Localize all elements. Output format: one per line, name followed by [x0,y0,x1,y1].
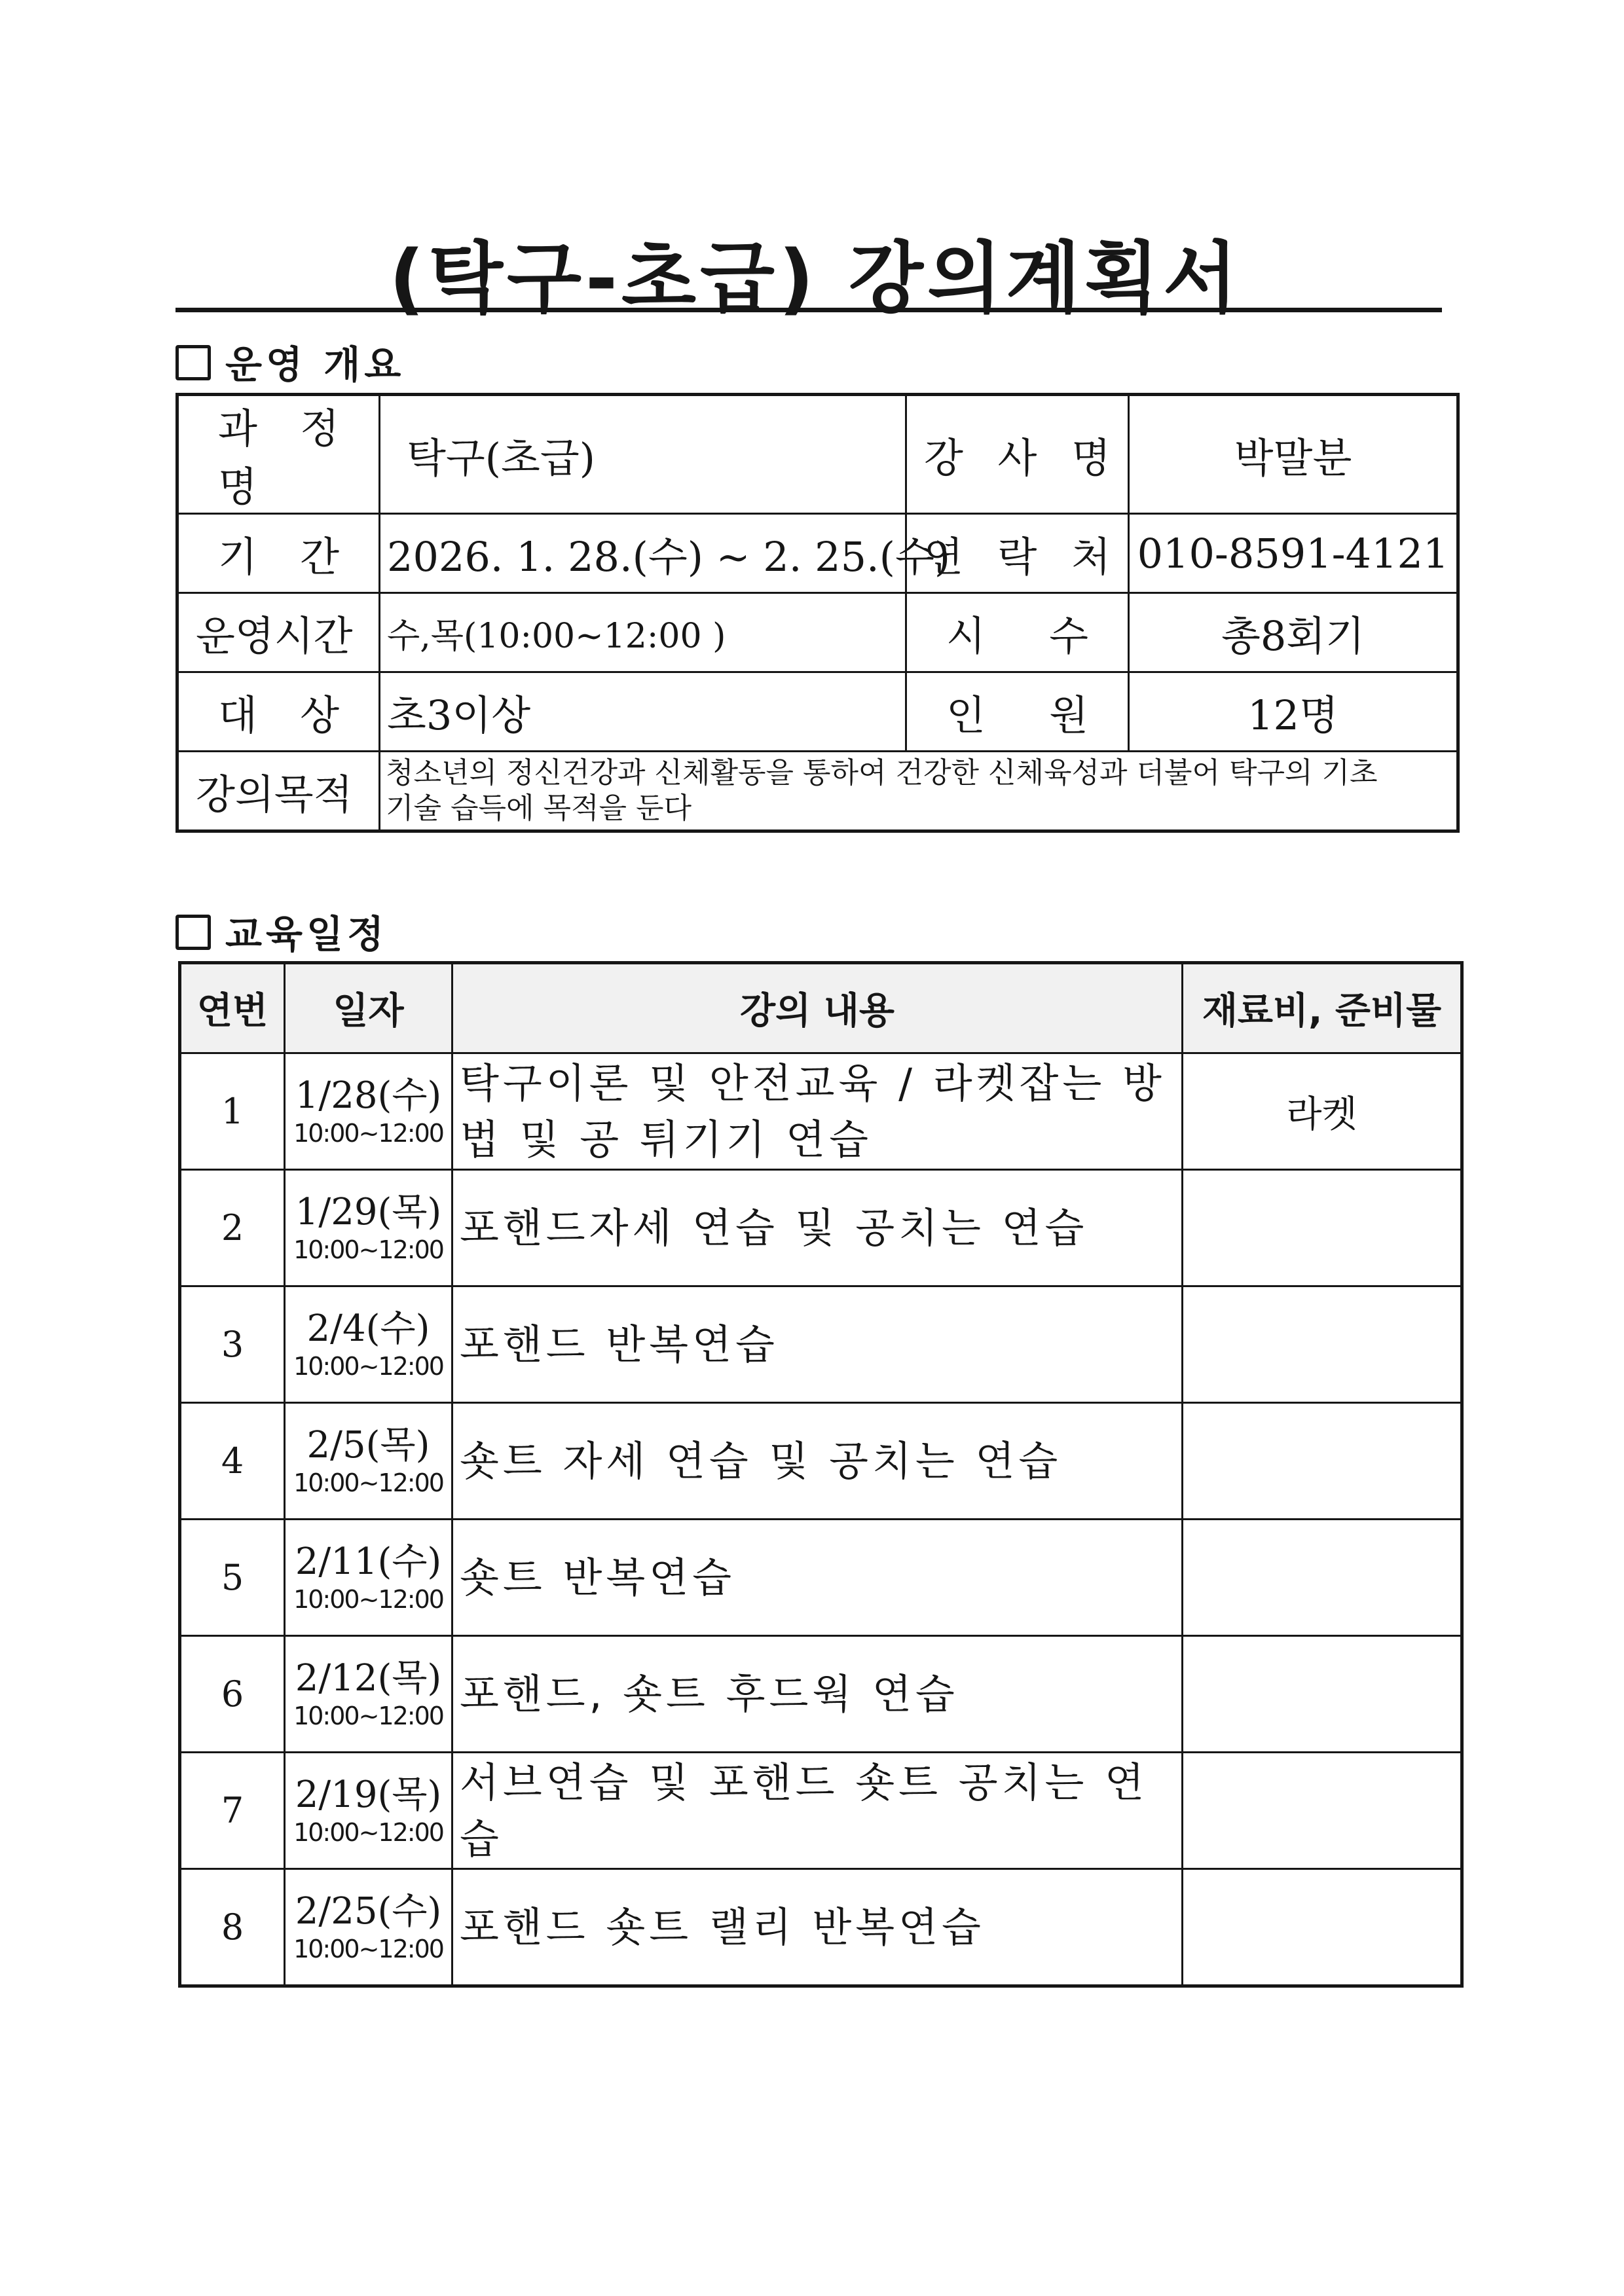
row-materials [1183,1403,1462,1520]
course-label: 과 정 명 [177,395,380,514]
row-materials [1183,1869,1462,1986]
hours-label: 운영시간 [177,593,380,672]
row-time: 10:00~12:00 [293,1701,443,1730]
header-no: 연번 [180,963,285,1053]
row-no: 5 [180,1520,285,1636]
row-date-cell [285,1520,452,1636]
table-row [180,1170,1462,1286]
row-content: 포핸드 숏트 랠리 반복연습 [452,1869,1183,1986]
target-value: 초3이상 [380,672,906,752]
table-row [180,1053,1462,1170]
table-row [177,395,1458,514]
headcount-value: 12명 [1129,672,1458,752]
row-content: 포핸드 반복연습 [452,1286,1183,1403]
row-date-cell [285,1170,452,1286]
overview-heading-text: 운영 개요 [225,342,405,387]
contact-label: 연 락 처 [906,514,1129,593]
row-content: 서브연습 및 포핸드 숏트 공치는 연습 [452,1753,1183,1869]
row-date: 2/19(목) [295,1773,442,1816]
row-date: 2/5(목) [306,1423,430,1467]
row-materials: 라켓 [1183,1053,1462,1170]
target-label: 대 상 [177,672,380,752]
row-time: 10:00~12:00 [293,1118,443,1148]
header-date: 일자 [285,963,452,1053]
row-content: 탁구이론 및 안전교육 / 라켓잡는 방법 및 공 튀기기 연습 [452,1053,1183,1170]
header-content: 강의 내용 [452,963,1183,1053]
row-content: 숏트 반복연습 [452,1520,1183,1636]
row-materials [1183,1170,1462,1286]
headcount-label: 인 원 [906,672,1129,752]
row-content: 포핸드, 숏트 후드웍 연습 [452,1636,1183,1753]
table-row [180,1403,1462,1520]
schedule-table [178,961,1464,1988]
goal-value [380,752,1458,831]
row-no: 4 [180,1403,285,1520]
checkbox-icon [175,345,211,380]
row-no: 6 [180,1636,285,1753]
row-time: 10:00~12:00 [293,1468,443,1497]
document-title: (탁구-초급) 강의계획서 [389,233,1242,323]
schedule-heading-text: 교육일정 [225,912,388,957]
course-value: 탁구(초급) [380,395,906,514]
row-time: 10:00~12:00 [293,1351,443,1381]
table-row [180,1636,1462,1753]
schedule-section-heading [175,903,388,958]
table-row [177,672,1458,752]
table-row [180,1286,1462,1403]
overview-section-heading [175,334,405,389]
table-row [180,1753,1462,1869]
title-underline [175,308,1442,312]
row-time: 10:00~12:00 [293,1934,443,1963]
row-materials [1183,1636,1462,1753]
period-label: 기 간 [177,514,380,593]
period-value: 2026. 1. 28.(수) ~ 2. 25.(수) [380,514,906,593]
hours-value: 수,목(10:00~12:00 ) [380,593,906,672]
row-materials [1183,1286,1462,1403]
row-date: 2/11(수) [295,1540,442,1583]
row-no: 3 [180,1286,285,1403]
row-materials [1183,1753,1462,1869]
table-row [180,1869,1462,1986]
table-row [180,1520,1462,1636]
sessions-label: 시 수 [906,593,1129,672]
table-row [177,514,1458,593]
row-no: 2 [180,1170,285,1286]
row-date: 1/29(목) [295,1190,442,1233]
row-date: 2/25(수) [295,1889,442,1933]
row-no: 7 [180,1753,285,1869]
row-date: 2/4(수) [306,1307,430,1350]
goal-line-2: 기술 습득에 목적을 둔다 [386,792,692,825]
row-content: 포핸드자세 연습 및 공치는 연습 [452,1170,1183,1286]
row-date: 2/12(목) [295,1656,442,1700]
contact-value: 010-8591-4121 [1129,514,1458,593]
row-date-cell [285,1636,452,1753]
row-content: 숏트 자세 연습 및 공치는 연습 [452,1403,1183,1520]
goal-label: 강의목적 [177,752,380,831]
row-no: 1 [180,1053,285,1170]
table-header-row [180,963,1462,1053]
row-date-cell [285,1753,452,1869]
row-date-cell [285,1053,452,1170]
instructor-label: 강 사 명 [906,395,1129,514]
row-date: 1/28(수) [295,1074,442,1117]
checkbox-icon [175,915,211,950]
row-date-cell [285,1869,452,1986]
row-date-cell [285,1286,452,1403]
row-date-cell [285,1403,452,1520]
goal-line-1: 청소년의 정신건강과 신체활동을 통하여 건강한 신체육성과 더불어 탁구의 기초 [386,756,1378,790]
row-no: 8 [180,1869,285,1986]
table-row [177,593,1458,672]
table-row [177,752,1458,831]
row-time: 10:00~12:00 [293,1235,443,1264]
row-materials [1183,1520,1462,1636]
header-materials: 재료비, 준비물 [1183,963,1462,1053]
instructor-value: 박말분 [1129,395,1458,514]
row-time: 10:00~12:00 [293,1584,443,1614]
sessions-value: 총8회기 [1129,593,1458,672]
row-time: 10:00~12:00 [293,1817,443,1847]
overview-table [175,393,1460,833]
